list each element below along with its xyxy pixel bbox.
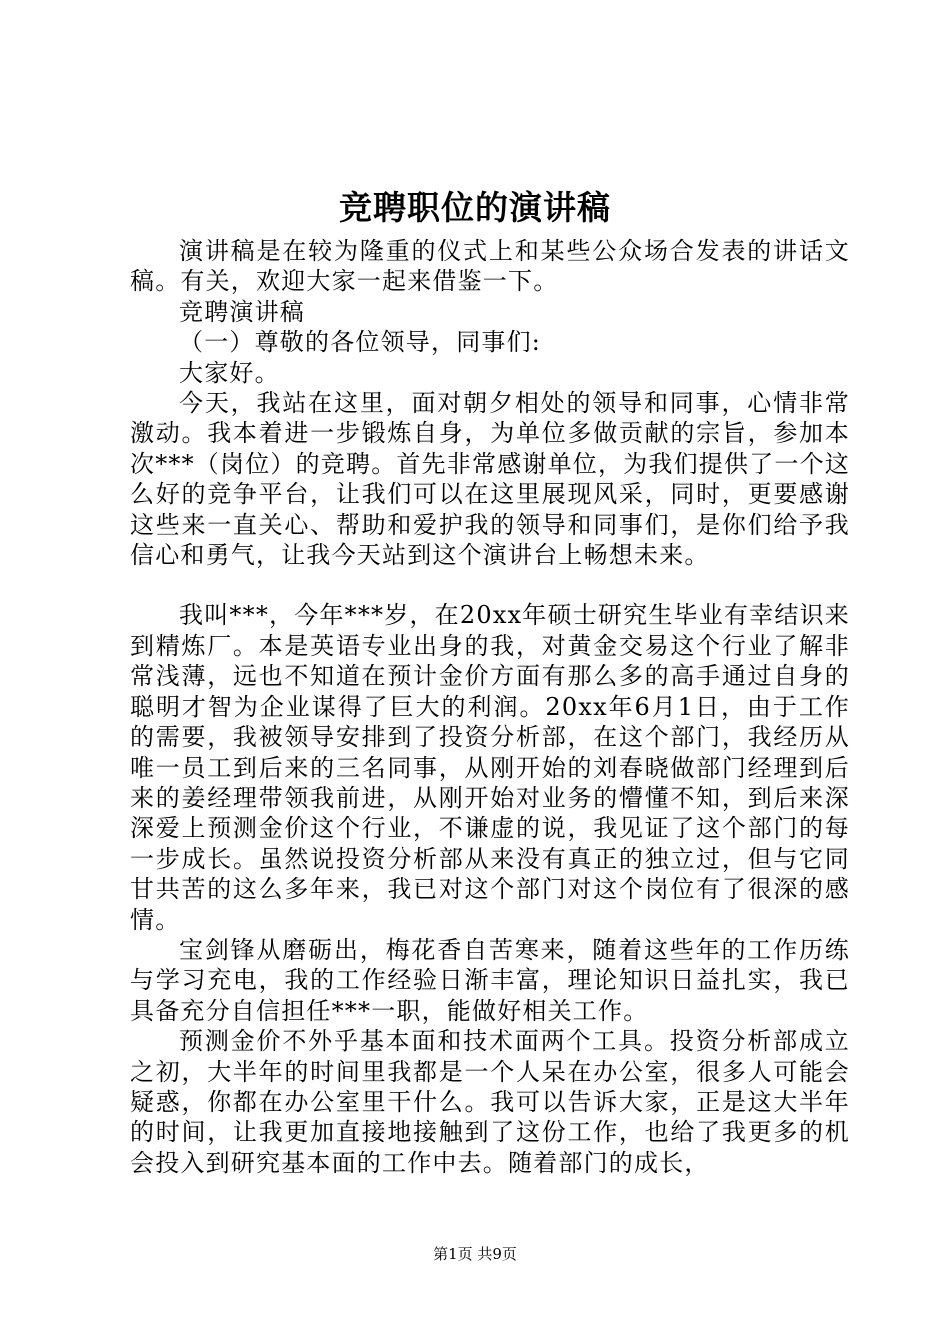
greeting: 大家好。 (179, 358, 280, 387)
section-heading: 竞聘演讲稿 (179, 297, 305, 326)
intro-paragraph: 演讲稿是在较为隆重的仪式上和某些公众场合发表的讲话文稿。有关，欢迎大家一起来借鉴一下。 (130, 237, 850, 296)
body-paragraph: 今天，我站在这里，面对朝夕相处的领导和同事，心情非常激动。我本着进一步锻炼自身，为单位多做贡献的宗旨，参加本次***（岗位）的竞聘。首先非常感谢单位，为我们提供了一个这么好的竞争平台，让我们可以在这里展现风采，同时，更要感谢这些来一直关心、帮助和爱护我的领导和同事们，是你们给予我信心和勇气，让我今天站到这个演讲台上畅想未来。 (130, 389, 850, 570)
body-paragraph: 我叫***，今年***岁，在20xx年硕士研究生毕业有幸结识来到精炼厂。本是英语专业出身的我，对黄金交易这个行业了解非常浅薄，远也不知道在预计金价方面有那么多的高手通过自身的聪明才智为企业谋得了巨大的利润。20xx年6月1日，由于工作的需要，我被领导安排到了投资分析部，在这个部门，我经历从唯一员工到后来的三名同事，从刚开始的刘春晓做部门经理到后来的姜经理带领我前进，从刚开始对业务的懵懂不知，到后来深深爱上预测金价这个行业，不谦虚的说，我见证了这个部门的每一步成长。虽然说投资分析部从来没有真正的独立过，但与它同甘共苦的这么多年来，我已对这个部门对这个岗位有了很深的感情。 (130, 601, 850, 934)
salutation: （一）尊敬的各位领导，同事们: (179, 328, 542, 357)
body-paragraph: 宝剑锋从磨砺出，梅花香自苦寒来，随着这些年的工作历练与学习充电，我的工作经验日渐丰富，理论知识日益扎实，我已具备充分自信担任***一职，能做好相关工作。 (130, 935, 850, 1025)
page-number-footer: 第1页 共9页 (433, 1245, 517, 1263)
body-paragraph: 预测金价不外乎基本面和技术面两个工具。投资分析部成立之初，大半年的时间里我都是一个人呆在办公室，很多人可能会疑惑，你都在办公室里干什么。我可以告诉大家，正是这大半年的时间，让我更加直接地接触到了这份工作，也给了我更多的机会投入到研究基本面的工作中去。随着部门的成长， (130, 1027, 850, 1177)
document-title: 竞聘职位的演讲稿 (339, 188, 611, 227)
document-body (130, 236, 850, 1178)
